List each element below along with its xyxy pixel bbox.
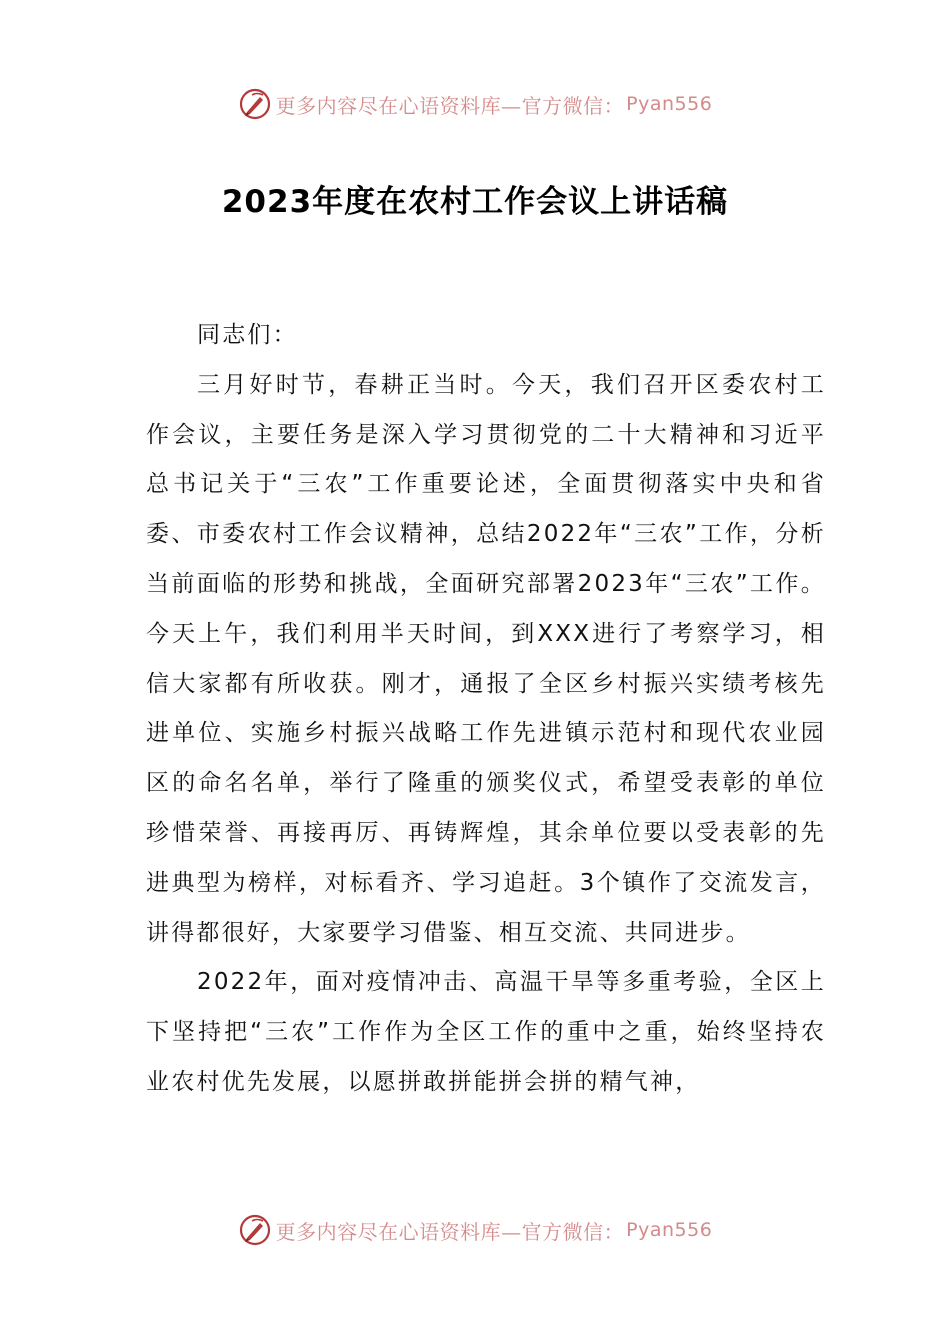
watermark-text: 更多内容尽在心语资料库—官方微信： bbox=[275, 1219, 625, 1244]
document-title: 2023年度在农村工作会议上讲话稿 bbox=[221, 184, 729, 220]
footer-watermark bbox=[0, 1210, 950, 1250]
pen-logo-icon bbox=[238, 87, 272, 121]
document-body bbox=[146, 311, 826, 1108]
paragraph: 三月好时节，春耕正当时。今天，我们召开区委农村工作会议，主要任务是深入学习贯彻党的二十大精神和习近平总书记关于“三农”工作重要论述，全面贯彻落实中央和省委、市委农村工作会议精神，总结2022年“三农”工作，分析当前面临的形势和挑战，全面研究部署2023年“三农”工作。今天上午，我们利用半天时间，到XXX进行了考察学习，相信大家都有所收获。刚才，通报了全区乡村振兴实绩考核先进单位、实施乡村振兴战略工作先进镇示范村和现代农业园区的命名名单，举行了隆重的颁奖仪式，希望受表彰的单位珍惜荣誉、再接再厉、再铸辉煌，其余单位要以受表彰的先进典型为榜样，对标看齐、学习追赶。3个镇作了交流发言，讲得都很好，大家要学习借鉴、相互交流、共同进步。 bbox=[146, 371, 826, 946]
salutation: 同志们： bbox=[197, 322, 298, 348]
watermark-wechat-id: Pyan556 bbox=[626, 1219, 713, 1241]
watermark-text: 更多内容尽在心语资料库—官方微信： bbox=[275, 93, 625, 118]
header-watermark bbox=[0, 84, 950, 124]
paragraph: 2022年，面对疫情冲击、高温干旱等多重考验，全区上下坚持把“三农”工作作为全区工作的重中之重，始终坚持农业农村优先发展，以愿拼敢拼能拼会拼的精气神， bbox=[146, 969, 826, 1095]
pen-logo-icon bbox=[238, 1213, 272, 1247]
watermark-wechat-id: Pyan556 bbox=[626, 93, 713, 115]
